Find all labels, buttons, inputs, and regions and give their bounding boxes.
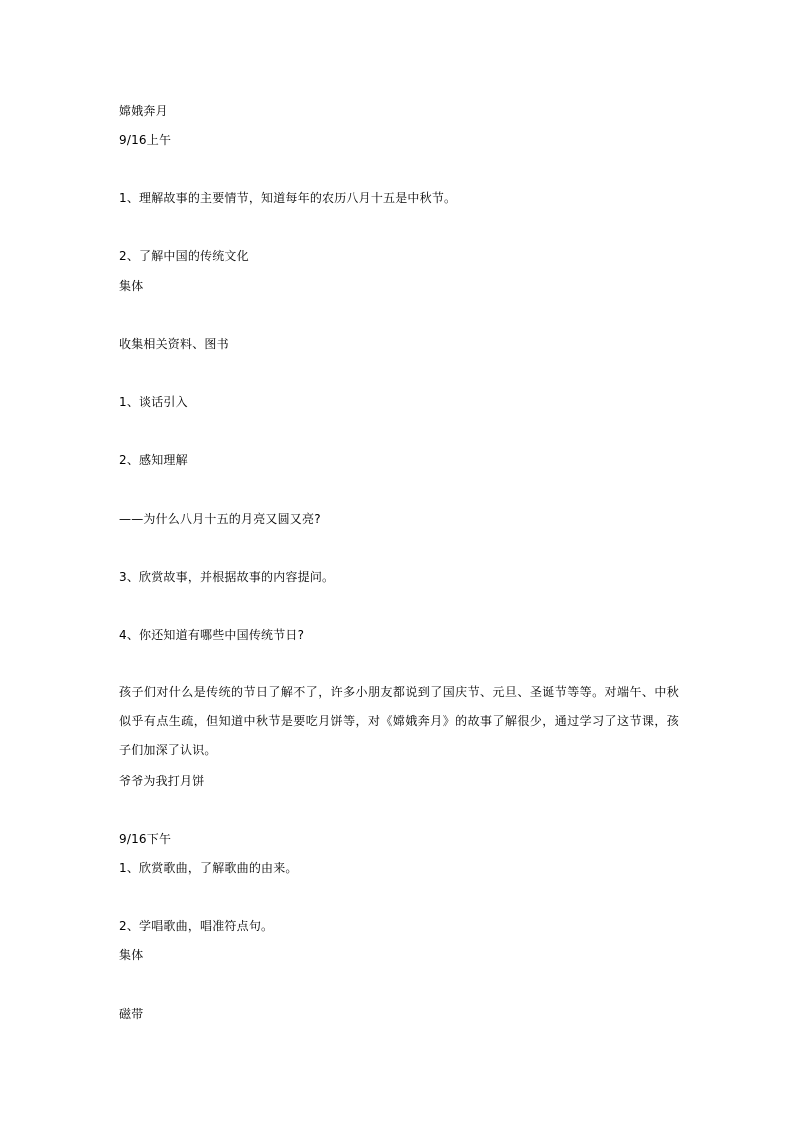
lesson-title-2: 爷爷为我打月饼 (119, 774, 205, 788)
preparation: 收集相关资料、图书 (119, 337, 229, 351)
question-line: ——为什么八月十五的月亮又圆又亮? (119, 512, 321, 526)
goal-4: 2、学唱歌曲，唱准符点句。 (119, 919, 274, 933)
activity-form-2: 集体 (119, 948, 144, 962)
lesson-date: 9/16上午 (119, 133, 172, 147)
reflection-paragraph: 孩子们对什么是传统的节日了解不了，许多小朋友都说到了国庆节、元旦、圣诞节等等。对端午、中秋似乎有点生疏，但知道中秋节是要吃月饼等，对《嫦娥奔月》的故事了解很少，通过学习了这节课，孩子们加深了认识。 (119, 685, 679, 757)
activity-form: 集体 (119, 279, 144, 293)
preparation-2: 磁带 (119, 1007, 144, 1021)
step-3: 3、欣赏故事，并根据故事的内容提问。 (119, 570, 335, 584)
goal-1: 1、理解故事的主要情节，知道每年的农历八月十五是中秋节。 (119, 191, 457, 205)
goal-2: 2、了解中国的传统文化 (119, 249, 249, 263)
step-1: 1、谈话引入 (119, 395, 188, 409)
lesson-title: 嫦娥奔月 (119, 104, 168, 118)
step-4: 4、你还知道有哪些中国传统节日? (119, 628, 305, 642)
lesson-date-2: 9/16下午 (119, 832, 172, 846)
goal-3: 1、欣赏歌曲，了解歌曲的由来。 (119, 861, 298, 875)
step-2: 2、感知理解 (119, 453, 188, 467)
